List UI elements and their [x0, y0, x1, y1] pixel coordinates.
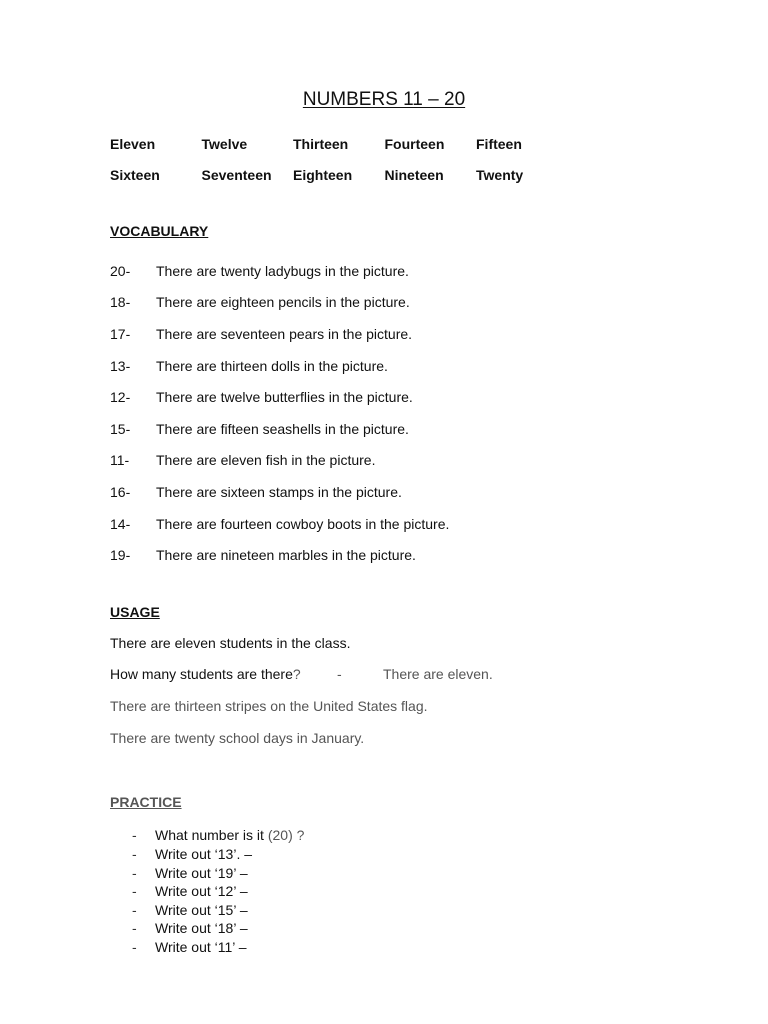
vocabulary-list [110, 255, 449, 571]
bullet-dash: - [132, 846, 137, 863]
number-word: Nineteen [384, 166, 444, 183]
number-word: Eleven [110, 135, 156, 152]
vocabulary-item [110, 350, 449, 382]
vocabulary-sentence: There are twenty ladybugs in the picture. [156, 262, 409, 279]
vocabulary-item [110, 413, 449, 445]
number-words-row [110, 128, 568, 159]
vocabulary-number: 16- [110, 483, 131, 500]
vocabulary-sentence: There are thirteen dolls in the picture. [156, 357, 388, 374]
vocabulary-item [110, 445, 449, 477]
vocabulary-number: 15- [110, 420, 131, 437]
vocabulary-item [110, 539, 449, 571]
practice-prompt: Write out ‘11’ – [155, 938, 247, 955]
number-word: Thirteen [293, 135, 349, 152]
practice-prompt: Write out ‘12’ – [155, 883, 248, 900]
number-word: Twenty [476, 166, 524, 183]
number-word: Seventeen [201, 166, 272, 183]
vocabulary-sentence: There are twelve butterflies in the picture. [156, 389, 413, 406]
usage-dash: - [337, 666, 342, 682]
number-word: Sixteen [110, 166, 160, 183]
practice-heading: PRACTICE [110, 794, 182, 810]
vocabulary-sentence: There are fifteen seashells in the picture. [156, 420, 409, 437]
bullet-dash: - [132, 883, 137, 900]
vocabulary-item [110, 255, 449, 287]
number-word: Fifteen [476, 135, 522, 152]
vocabulary-sentence: There are eighteen pencils in the picture. [156, 294, 410, 311]
practice-list [132, 825, 304, 956]
vocabulary-sentence: There are fourteen cowboy boots in the picture. [156, 515, 450, 532]
number-word: Twelve [201, 135, 248, 152]
vocabulary-sentence: There are sixteen stamps in the picture. [156, 483, 402, 500]
bullet-dash: - [132, 920, 137, 937]
vocabulary-number: 11- [110, 452, 130, 469]
bullet-dash: - [132, 864, 137, 881]
practice-item [132, 864, 304, 883]
number-words-row [110, 159, 568, 190]
practice-question [155, 827, 304, 843]
number-word: Fourteen [384, 135, 445, 152]
usage-sentence: There are twenty school days in January. [110, 730, 365, 746]
practice-item [132, 845, 304, 864]
vocabulary-number: 17- [110, 325, 131, 342]
vocabulary-sentence: There are seventeen pears in the picture. [156, 325, 413, 342]
vocabulary-item [110, 476, 449, 508]
vocabulary-number: 20- [110, 262, 131, 279]
question-mark: ? [292, 666, 301, 682]
practice-item [132, 901, 304, 920]
usage-heading: USAGE [110, 604, 160, 620]
vocabulary-item [110, 287, 449, 319]
vocabulary-item [110, 318, 449, 350]
practice-item [132, 825, 304, 844]
usage-question-line [110, 666, 493, 682]
practice-prompt: Write out ‘18’ – [155, 920, 248, 937]
bullet-dash: - [132, 826, 137, 843]
practice-prompt: Write out ‘13’. – [155, 846, 253, 863]
bullet-dash: - [132, 901, 137, 918]
practice-item [132, 938, 304, 957]
usage-sentence: There are thirteen stripes on the United States flag. [110, 698, 428, 714]
usage-answer: There are eleven. [383, 666, 493, 682]
vocabulary-number: 13- [110, 357, 131, 374]
vocabulary-item [110, 381, 449, 413]
practice-item [132, 882, 304, 901]
practice-prompt: Write out ‘15’ – [155, 901, 248, 918]
vocabulary-number: 18- [110, 294, 131, 311]
practice-question-number: (20) ? [267, 826, 305, 843]
vocabulary-number: 14- [110, 515, 131, 532]
practice-question-text: What number is it [155, 826, 268, 843]
vocabulary-heading: VOCABULARY [110, 223, 209, 239]
bullet-dash: - [132, 938, 137, 955]
vocabulary-sentence: There are nineteen marbles in the picture. [156, 547, 416, 564]
number-words-grid [110, 128, 568, 190]
vocabulary-item [110, 508, 449, 540]
vocabulary-number: 19- [110, 547, 131, 564]
number-word: Eighteen [293, 166, 353, 183]
vocabulary-sentence: There are eleven fish in the picture. [156, 452, 376, 469]
practice-prompt: Write out ‘19’ – [155, 864, 248, 881]
page-title: NUMBERS 11 – 20 [302, 89, 466, 110]
practice-item [132, 919, 304, 938]
usage-question: How many students are there [110, 666, 293, 682]
usage-sentence: There are eleven students in the class. [110, 635, 351, 651]
vocabulary-number: 12- [110, 389, 131, 406]
